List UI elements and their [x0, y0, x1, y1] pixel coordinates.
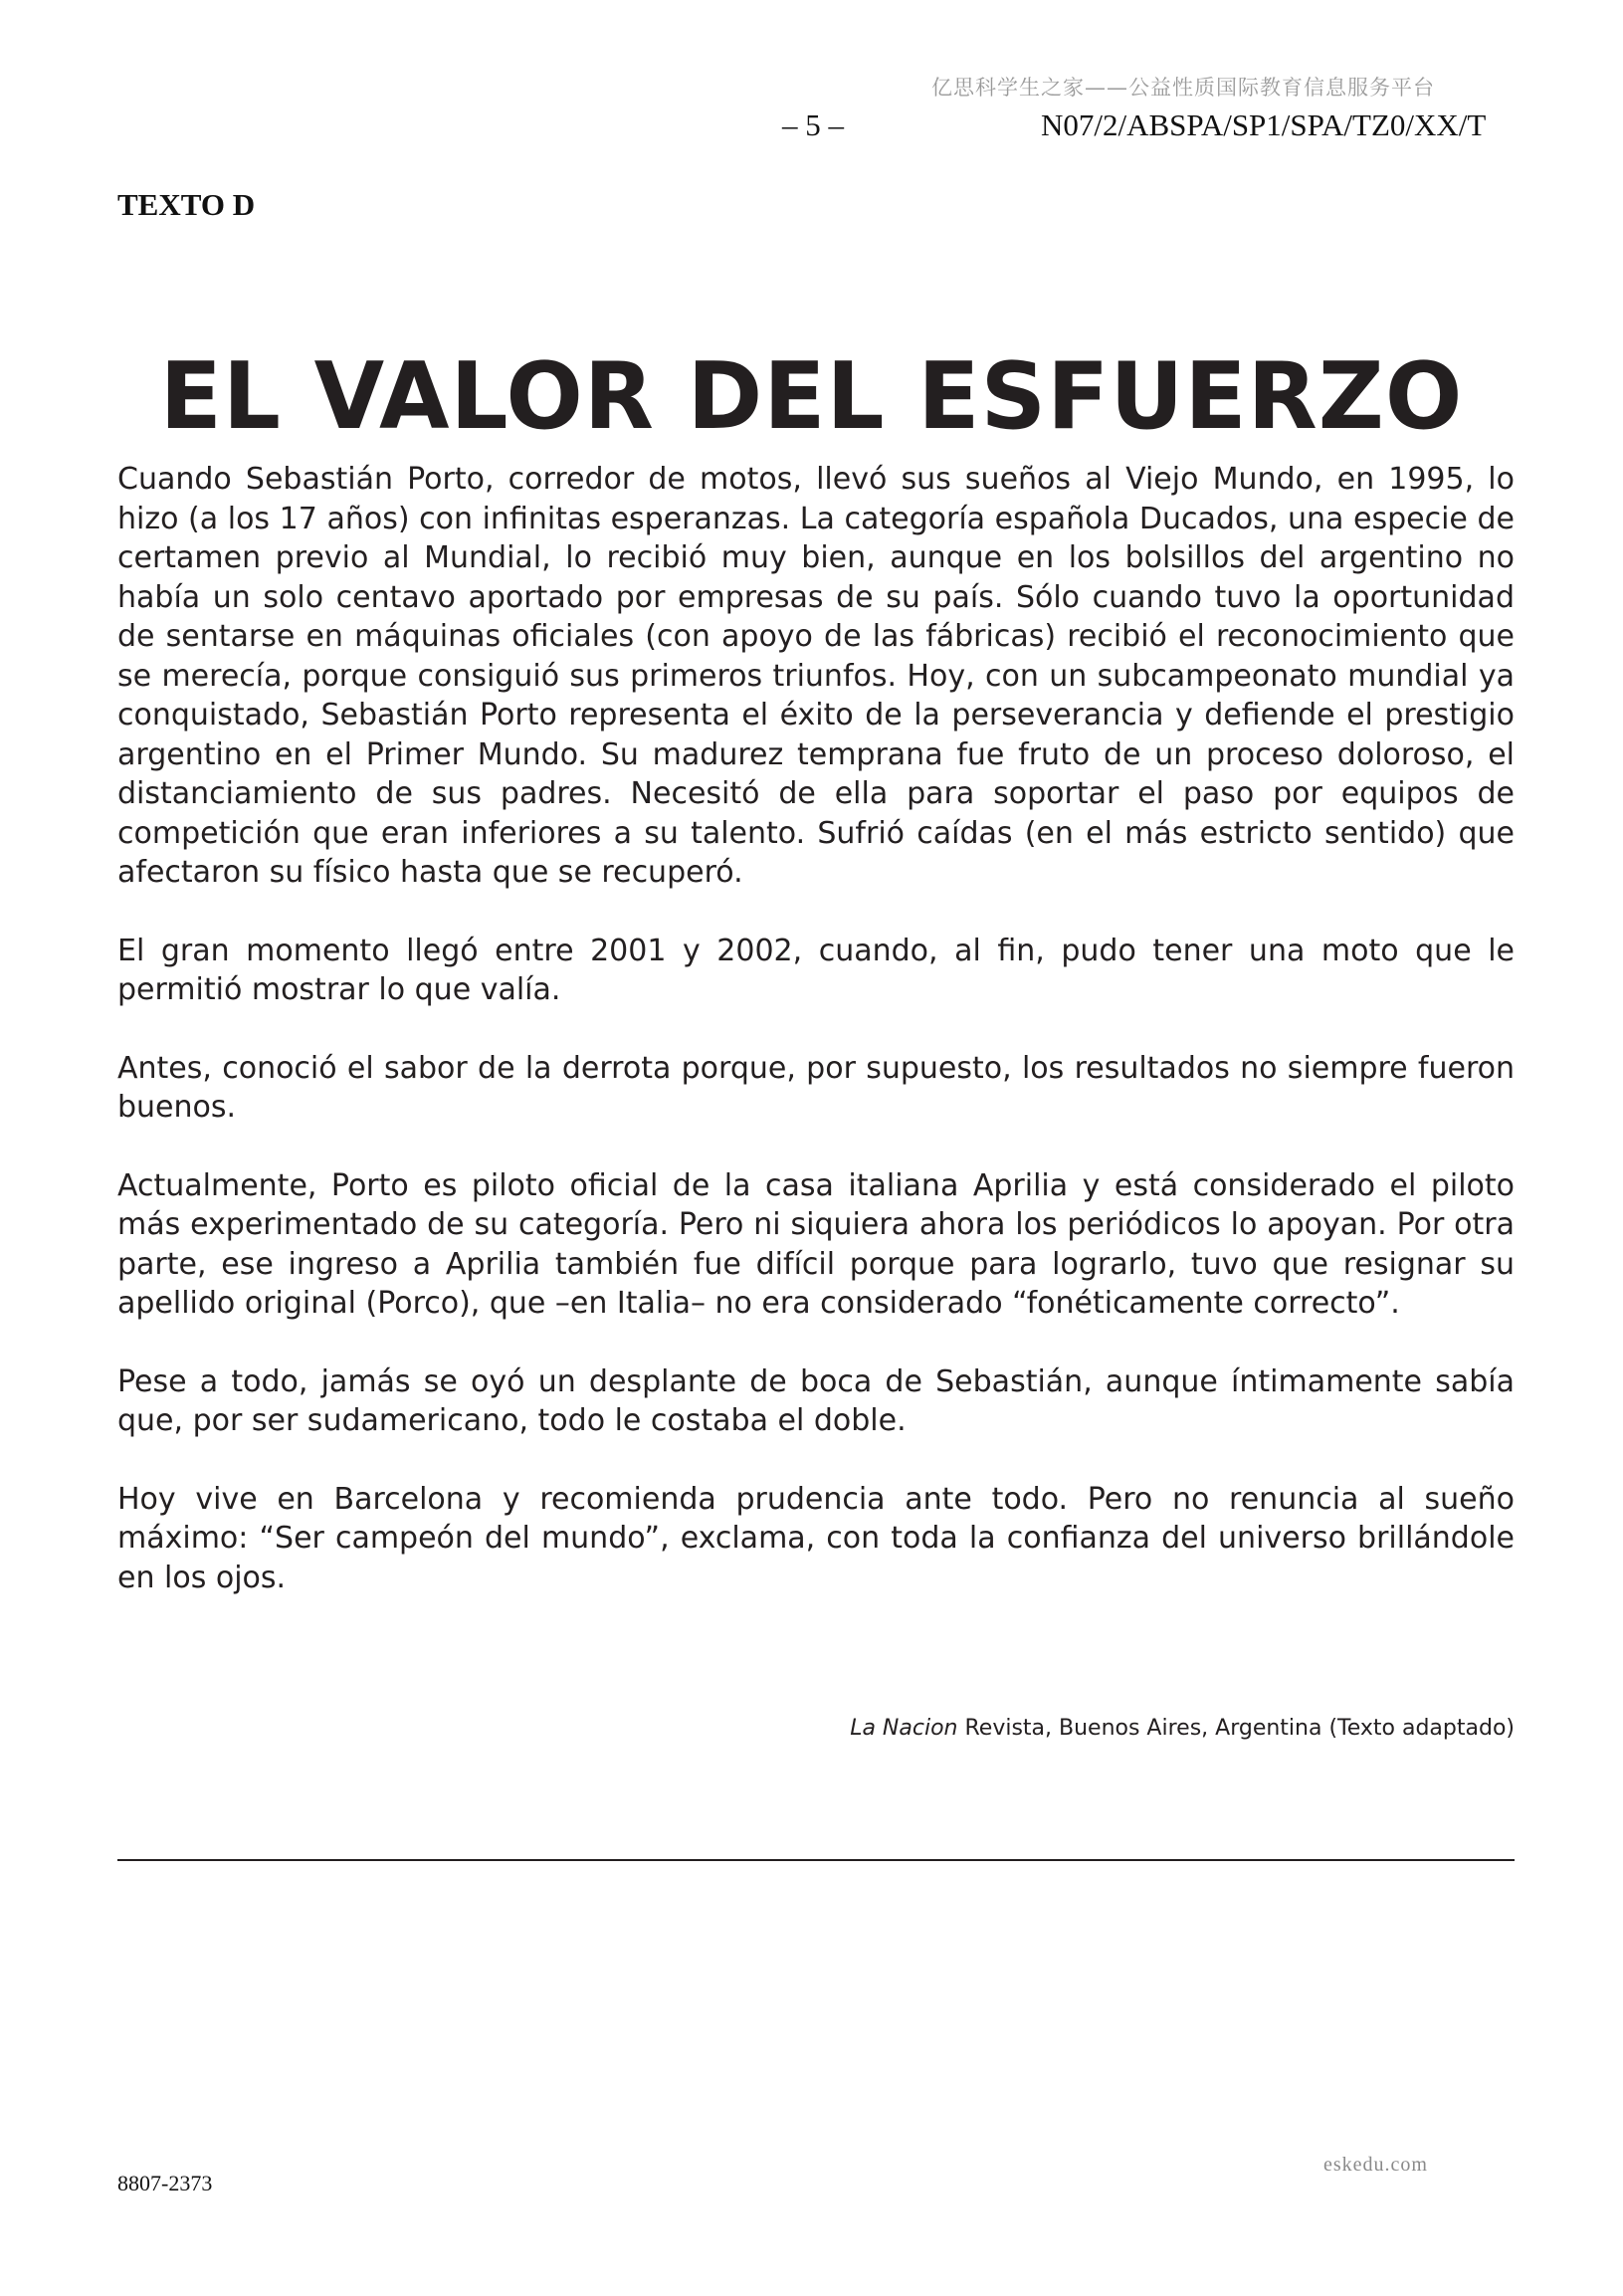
article-body	[117, 460, 1515, 1636]
source-details: Revista, Buenos Aires, Argentina (Texto adaptado)	[964, 1716, 1515, 1741]
document-code: N07/2/ABSPA/SP1/SPA/TZ0/XX/T	[1041, 107, 1487, 142]
article-title: EL VALOR DEL ESFUERZO	[159, 342, 1464, 451]
source-citation	[850, 1716, 1515, 1741]
watermark-text: 亿思科学生之家——公益性质国际教育信息服务平台	[931, 76, 1435, 100]
paragraph: Pese a todo, jamás se oyó un desplante de boca de Sebastián, aunque íntimamente sabía que, por ser sudamericano, todo le costaba el doble.	[117, 1363, 1515, 1438]
paragraph: Antes, conoció el sabor de la derrota porque, por supuesto, los resultados no siempre fueron buenos.	[117, 1050, 1515, 1125]
source-publication: La Nacion	[850, 1716, 958, 1741]
paragraph: Hoy vive en Barcelona y recomienda prudencia ante todo. Pero no renuncia al sueño máximo: “Ser campeón del mundo”, exclama, con toda la confianza del universo brillándole en los ojos.	[117, 1481, 1515, 1595]
page-number: – 5 –	[782, 107, 844, 142]
paragraph: El gran momento llegó entre 2001 y 2002, cuando, al fin, pudo tener una moto que le permitió mostrar lo que valía.	[117, 933, 1515, 1007]
paragraph: Cuando Sebastián Porto, corredor de motos, llevó sus sueños al Viejo Mundo, en 1995, lo hizo (a los 17 años) con infinitas esperanzas. La categoría española Ducados, una especie de certamen previo al Mundial, lo recibió muy bien, aunque en los bolsillos del argentino no había un solo centavo aportado por empresas de su país. Sólo cuando tuvo la oportunidad de sentarse en máquinas oficiales (con apoyo de las fábricas) recibió el reconocimiento que se merecía, porque consiguió sus primeros triunfos. Hoy, con un subcampeonato mundial ya conquistado, Sebastián Porto representa el éxito de la perseverancia y defiende el prestigio argentino en el Primer Mundo. Su madurez temprana fue fruto de un proceso doloroso, el distanciamiento de sus padres. Necesitó de ella para soportar el paso por equipos de competición que eran inferiores a su talento. Sufrió caídas (en el más estricto sentido) que afectaron su físico hasta que se recuperó.	[117, 462, 1515, 890]
footer-site-watermark: eskedu.com	[1323, 2154, 1428, 2176]
footer-code: 8807-2373	[117, 2171, 213, 2195]
section-label: TEXTO D	[117, 187, 256, 222]
paragraph: Actualmente, Porto es piloto oficial de la casa italiana Aprilia y está considerado el piloto más experimentado de su categoría. Pero ni siquiera ahora los periódicos lo apoyan. Por otra parte, ese ingreso a Aprilia también fue difícil porque para lograrlo, tuvo que resignar su apellido original (Porco), que –en Italia– no era considerado “fonéticamente correcto”.	[117, 1167, 1515, 1321]
divider-rule	[117, 1859, 1515, 1861]
